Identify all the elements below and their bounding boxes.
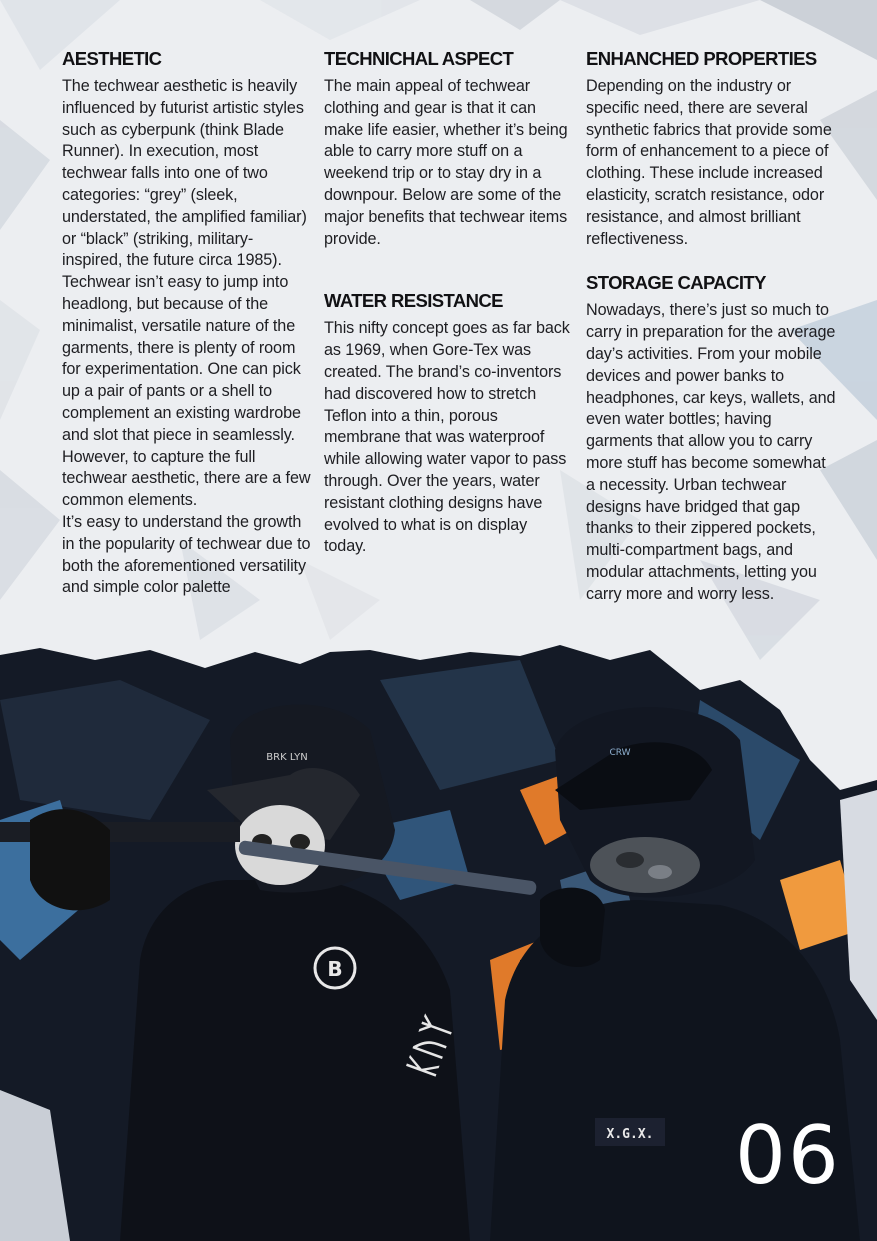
- cap-left-logo: BRK LYN: [266, 752, 308, 763]
- column-properties: [586, 48, 836, 606]
- sleeve-graphic-text: ᛕᚢᛉ: [400, 1011, 460, 1084]
- heading-storage-capacity: STORAGE CAPACITY: [586, 272, 766, 294]
- heading-technical-aspect: TECHNICHAL ASPECT: [324, 48, 514, 69]
- storage-capacity-text: Nowadays, there’s just so much to carry in preparation for the average day’s activities. From your mobile devices and power banks to headphones, car keys, wallets, and even water bottles; having garments that allow you to carry more stuff has become somewhat a necessity. Urban techwear designs have bridged that gap thanks to their zippered pockets, multi-compartment bags, and modular attachments, letting you carry more and worry less.: [586, 301, 836, 603]
- cap-right-logo: CRW: [609, 748, 631, 758]
- aesthetic-paragraph-3: It’s easy to understand the growth in the popularity of techwear due to both the aforementioned versatility and simple color palette: [62, 512, 311, 597]
- section-gap: [586, 250, 836, 272]
- page-number: 06: [735, 1109, 841, 1202]
- aesthetic-paragraph-1: The techwear aesthetic is heavily influenced by futurist artistic styles such as cyberpunk (think Blade Runner). In execution, most techwear falls into one of two categories: “grey” (sleek, understated, the amplified familiar) or “black” (striking, military-inspired, the future circa 1985).: [62, 77, 307, 270]
- column-aesthetic: [62, 48, 312, 599]
- technical-aspect-text: The main appeal of techwear clothing and gear is that it can make life easier, whether it’s being able to carry more stuff on a weekend trip or to stay dry in a downpour. Below are some of the major benefits that techwear items provide.: [324, 77, 568, 248]
- column-technical: [324, 48, 572, 558]
- chest-logo: B: [327, 957, 343, 981]
- jacket-label: X.G.X.: [606, 1127, 654, 1142]
- heading-enhanced-properties: ENHANCHED PROPERTIES: [586, 48, 817, 69]
- heading-aesthetic: AESTHETIC: [62, 48, 162, 69]
- aesthetic-paragraph-2: Techwear isn’t easy to jump into headlong, but because of the minimalist, versatile nature of the garments, there is plenty of room for experimentation. One can pick up a pair of pants or a shell to complement an existing wardrobe and slot that piece in seamlessly. However, to capture the full techwear aesthetic, there are a few common elements.: [62, 273, 311, 510]
- enhanced-properties-text: Depending on the industry or specific need, there are several synthetic fabrics that provide some form of enhancement to a piece of clothing. These include increased elasticity, scratch resistance, odor resistance, and almost brilliant reflectiveness.: [586, 77, 832, 248]
- heading-water-resistance: WATER RESISTANCE: [324, 290, 503, 312]
- water-resistance-text: This nifty concept goes as far back as 1969, when Gore-Tex was created. The brand’s co-inventors had discovered how to stretch Teflon into a thin, porous membrane that was waterproof while allowing water vapor to pass through. Over the years, water resistant clothing designs have evolved to what is on display today.: [324, 319, 570, 556]
- section-gap: [324, 250, 572, 290]
